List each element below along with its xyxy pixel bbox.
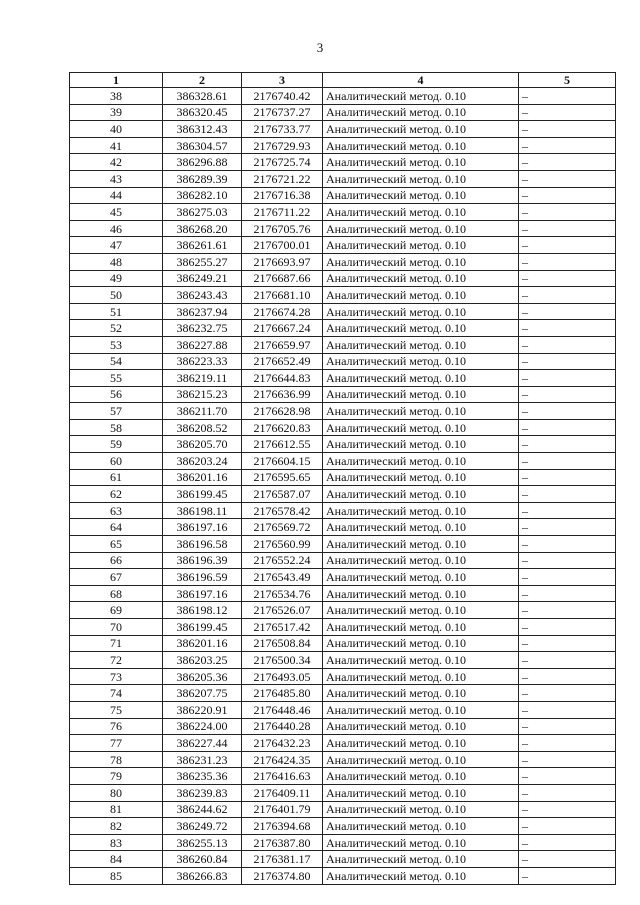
y-coordinate-cell: 2176652.49 (242, 353, 323, 370)
y-coordinate-cell: 2176387.80 (242, 834, 323, 851)
method-cell: Аналитический метод. 0.10 (323, 801, 519, 818)
table-row (70, 403, 616, 420)
note-cell: – (519, 187, 616, 204)
note-cell: – (519, 320, 616, 337)
point-number-cell: 60 (70, 453, 163, 470)
x-coordinate-cell: 386211.70 (163, 403, 242, 420)
x-coordinate-cell: 386203.25 (163, 652, 242, 669)
y-coordinate-cell: 2176534.76 (242, 585, 323, 602)
table-row (70, 287, 616, 304)
page-number: 3 (316, 40, 324, 55)
note-cell: – (519, 519, 616, 536)
method-cell: Аналитический метод. 0.10 (323, 253, 519, 270)
x-coordinate-cell: 386198.12 (163, 602, 242, 619)
table-row (70, 834, 616, 851)
y-coordinate-cell: 2176612.55 (242, 436, 323, 453)
point-number-cell: 52 (70, 320, 163, 337)
x-coordinate-cell: 386249.72 (163, 818, 242, 835)
point-number-cell: 38 (70, 88, 163, 105)
x-coordinate-cell: 386224.00 (163, 718, 242, 735)
y-coordinate-cell: 2176578.42 (242, 502, 323, 519)
point-number-cell: 80 (70, 784, 163, 801)
method-cell: Аналитический метод. 0.10 (323, 353, 519, 370)
point-number-cell: 63 (70, 502, 163, 519)
y-coordinate-cell: 2176401.79 (242, 801, 323, 818)
method-cell: Аналитический метод. 0.10 (323, 718, 519, 735)
x-coordinate-cell: 386207.75 (163, 685, 242, 702)
note-cell: – (519, 419, 616, 436)
column-header-5: 5 (519, 73, 616, 88)
y-coordinate-cell: 2176409.11 (242, 784, 323, 801)
table-row (70, 204, 616, 221)
table-row (70, 187, 616, 204)
point-number-cell: 46 (70, 220, 163, 237)
table-header-row (70, 73, 616, 88)
method-cell: Аналитический метод. 0.10 (323, 419, 519, 436)
table-row (70, 336, 616, 353)
column-header-3: 3 (242, 73, 323, 88)
method-cell: Аналитический метод. 0.10 (323, 818, 519, 835)
x-coordinate-cell: 386219.11 (163, 370, 242, 387)
table-row (70, 502, 616, 519)
note-cell: – (519, 121, 616, 138)
method-cell: Аналитический метод. 0.10 (323, 403, 519, 420)
point-number-cell: 73 (70, 668, 163, 685)
note-cell: – (519, 237, 616, 254)
point-number-cell: 68 (70, 585, 163, 602)
x-coordinate-cell: 386235.36 (163, 768, 242, 785)
point-number-cell: 77 (70, 735, 163, 752)
method-cell: Аналитический метод. 0.10 (323, 187, 519, 204)
point-number-cell: 65 (70, 536, 163, 553)
point-number-cell: 82 (70, 818, 163, 835)
y-coordinate-cell: 2176693.97 (242, 253, 323, 270)
y-coordinate-cell: 2176381.17 (242, 851, 323, 868)
y-coordinate-cell: 2176659.97 (242, 336, 323, 353)
point-number-cell: 75 (70, 701, 163, 718)
note-cell: – (519, 370, 616, 387)
point-number-cell: 61 (70, 469, 163, 486)
note-cell: – (519, 137, 616, 154)
y-coordinate-cell: 2176493.05 (242, 668, 323, 685)
point-number-cell: 48 (70, 253, 163, 270)
table-row (70, 469, 616, 486)
table-row (70, 104, 616, 121)
table-row (70, 121, 616, 138)
note-cell: – (519, 220, 616, 237)
point-number-cell: 47 (70, 237, 163, 254)
method-cell: Аналитический метод. 0.10 (323, 237, 519, 254)
note-cell: – (519, 851, 616, 868)
point-number-cell: 81 (70, 801, 163, 818)
method-cell: Аналитический метод. 0.10 (323, 287, 519, 304)
x-coordinate-cell: 386243.43 (163, 287, 242, 304)
x-coordinate-cell: 386268.20 (163, 220, 242, 237)
y-coordinate-cell: 2176644.83 (242, 370, 323, 387)
note-cell: – (519, 154, 616, 171)
y-coordinate-cell: 2176424.35 (242, 751, 323, 768)
x-coordinate-cell: 386197.16 (163, 585, 242, 602)
x-coordinate-cell: 386205.36 (163, 668, 242, 685)
y-coordinate-cell: 2176416.63 (242, 768, 323, 785)
point-number-cell: 43 (70, 170, 163, 187)
point-number-cell: 72 (70, 652, 163, 669)
method-cell: Аналитический метод. 0.10 (323, 469, 519, 486)
y-coordinate-cell: 2176560.99 (242, 536, 323, 553)
method-cell: Аналитический метод. 0.10 (323, 751, 519, 768)
y-coordinate-cell: 2176687.66 (242, 270, 323, 287)
note-cell: – (519, 735, 616, 752)
method-cell: Аналитический метод. 0.10 (323, 685, 519, 702)
y-coordinate-cell: 2176569.72 (242, 519, 323, 536)
note-cell: – (519, 768, 616, 785)
y-coordinate-cell: 2176628.98 (242, 403, 323, 420)
point-number-cell: 58 (70, 419, 163, 436)
point-number-cell: 40 (70, 121, 163, 138)
column-header-1: 1 (70, 73, 163, 88)
y-coordinate-cell: 2176729.93 (242, 137, 323, 154)
method-cell: Аналитический метод. 0.10 (323, 486, 519, 503)
table-row (70, 867, 616, 884)
method-cell: Аналитический метод. 0.10 (323, 536, 519, 553)
y-coordinate-cell: 2176667.24 (242, 320, 323, 337)
y-coordinate-cell: 2176636.99 (242, 386, 323, 403)
y-coordinate-cell: 2176526.07 (242, 602, 323, 619)
x-coordinate-cell: 386227.88 (163, 336, 242, 353)
point-number-cell: 39 (70, 104, 163, 121)
point-number-cell: 74 (70, 685, 163, 702)
y-coordinate-cell: 2176517.42 (242, 619, 323, 636)
table-row (70, 751, 616, 768)
table-row (70, 619, 616, 636)
note-cell: – (519, 204, 616, 221)
note-cell: – (519, 453, 616, 470)
x-coordinate-cell: 386239.83 (163, 784, 242, 801)
method-cell: Аналитический метод. 0.10 (323, 320, 519, 337)
point-number-cell: 64 (70, 519, 163, 536)
x-coordinate-cell: 386205.70 (163, 436, 242, 453)
x-coordinate-cell: 386304.57 (163, 137, 242, 154)
table-row (70, 220, 616, 237)
note-cell: – (519, 253, 616, 270)
point-number-cell: 62 (70, 486, 163, 503)
method-cell: Аналитический метод. 0.10 (323, 336, 519, 353)
table-row (70, 585, 616, 602)
x-coordinate-cell: 386266.83 (163, 867, 242, 884)
note-cell: – (519, 685, 616, 702)
table-row (70, 768, 616, 785)
point-number-cell: 55 (70, 370, 163, 387)
method-cell: Аналитический метод. 0.10 (323, 585, 519, 602)
method-cell: Аналитический метод. 0.10 (323, 602, 519, 619)
method-cell: Аналитический метод. 0.10 (323, 552, 519, 569)
method-cell: Аналитический метод. 0.10 (323, 519, 519, 536)
table-row (70, 237, 616, 254)
method-cell: Аналитический метод. 0.10 (323, 137, 519, 154)
x-coordinate-cell: 386223.33 (163, 353, 242, 370)
y-coordinate-cell: 2176595.65 (242, 469, 323, 486)
method-cell: Аналитический метод. 0.10 (323, 834, 519, 851)
point-number-cell: 50 (70, 287, 163, 304)
x-coordinate-cell: 386282.10 (163, 187, 242, 204)
x-coordinate-cell: 386220.91 (163, 701, 242, 718)
method-cell: Аналитический метод. 0.10 (323, 867, 519, 884)
point-number-cell: 56 (70, 386, 163, 403)
x-coordinate-cell: 386196.58 (163, 536, 242, 553)
x-coordinate-cell: 386275.03 (163, 204, 242, 221)
y-coordinate-cell: 2176733.77 (242, 121, 323, 138)
point-number-cell: 83 (70, 834, 163, 851)
table-row (70, 370, 616, 387)
table-row (70, 569, 616, 586)
method-cell: Аналитический метод. 0.10 (323, 220, 519, 237)
x-coordinate-cell: 386227.44 (163, 735, 242, 752)
column-header-2: 2 (163, 73, 242, 88)
y-coordinate-cell: 2176552.24 (242, 552, 323, 569)
point-number-cell: 53 (70, 336, 163, 353)
y-coordinate-cell: 2176508.84 (242, 635, 323, 652)
x-coordinate-cell: 386232.75 (163, 320, 242, 337)
y-coordinate-cell: 2176620.83 (242, 419, 323, 436)
table-row (70, 303, 616, 320)
point-number-cell: 59 (70, 436, 163, 453)
x-coordinate-cell: 386198.11 (163, 502, 242, 519)
method-cell: Аналитический метод. 0.10 (323, 569, 519, 586)
x-coordinate-cell: 386203.24 (163, 453, 242, 470)
method-cell: Аналитический метод. 0.10 (323, 303, 519, 320)
x-coordinate-cell: 386199.45 (163, 619, 242, 636)
x-coordinate-cell: 386260.84 (163, 851, 242, 868)
point-number-cell: 78 (70, 751, 163, 768)
note-cell: – (519, 652, 616, 669)
coordinates-table (69, 72, 616, 885)
method-cell: Аналитический метод. 0.10 (323, 851, 519, 868)
point-number-cell: 44 (70, 187, 163, 204)
note-cell: – (519, 536, 616, 553)
method-cell: Аналитический метод. 0.10 (323, 154, 519, 171)
note-cell: – (519, 436, 616, 453)
x-coordinate-cell: 386249.21 (163, 270, 242, 287)
y-coordinate-cell: 2176725.74 (242, 154, 323, 171)
method-cell: Аналитический метод. 0.10 (323, 204, 519, 221)
column-header-4: 4 (323, 73, 519, 88)
y-coordinate-cell: 2176700.01 (242, 237, 323, 254)
method-cell: Аналитический метод. 0.10 (323, 635, 519, 652)
method-cell: Аналитический метод. 0.10 (323, 784, 519, 801)
y-coordinate-cell: 2176394.68 (242, 818, 323, 835)
x-coordinate-cell: 386255.27 (163, 253, 242, 270)
method-cell: Аналитический метод. 0.10 (323, 619, 519, 636)
point-number-cell: 69 (70, 602, 163, 619)
y-coordinate-cell: 2176587.07 (242, 486, 323, 503)
method-cell: Аналитический метод. 0.10 (323, 121, 519, 138)
note-cell: – (519, 635, 616, 652)
method-cell: Аналитический метод. 0.10 (323, 170, 519, 187)
method-cell: Аналитический метод. 0.10 (323, 88, 519, 105)
point-number-cell: 66 (70, 552, 163, 569)
table-row (70, 735, 616, 752)
x-coordinate-cell: 386320.45 (163, 104, 242, 121)
method-cell: Аналитический метод. 0.10 (323, 386, 519, 403)
x-coordinate-cell: 386255.13 (163, 834, 242, 851)
x-coordinate-cell: 386289.39 (163, 170, 242, 187)
note-cell: – (519, 170, 616, 187)
method-cell: Аналитический метод. 0.10 (323, 104, 519, 121)
table-row (70, 386, 616, 403)
point-number-cell: 45 (70, 204, 163, 221)
note-cell: – (519, 784, 616, 801)
x-coordinate-cell: 386196.59 (163, 569, 242, 586)
y-coordinate-cell: 2176721.22 (242, 170, 323, 187)
table-row (70, 536, 616, 553)
table-row (70, 668, 616, 685)
table-row (70, 652, 616, 669)
x-coordinate-cell: 386208.52 (163, 419, 242, 436)
note-cell: – (519, 668, 616, 685)
note-cell: – (519, 619, 616, 636)
y-coordinate-cell: 2176374.80 (242, 867, 323, 884)
note-cell: – (519, 502, 616, 519)
note-cell: – (519, 867, 616, 884)
table-row (70, 851, 616, 868)
y-coordinate-cell: 2176500.34 (242, 652, 323, 669)
note-cell: – (519, 834, 616, 851)
table-row (70, 685, 616, 702)
method-cell: Аналитический метод. 0.10 (323, 652, 519, 669)
method-cell: Аналитический метод. 0.10 (323, 270, 519, 287)
x-coordinate-cell: 386312.43 (163, 121, 242, 138)
table-row (70, 519, 616, 536)
table-row (70, 486, 616, 503)
point-number-cell: 51 (70, 303, 163, 320)
table-row (70, 552, 616, 569)
note-cell: – (519, 701, 616, 718)
point-number-cell: 49 (70, 270, 163, 287)
note-cell: – (519, 569, 616, 586)
note-cell: – (519, 751, 616, 768)
table-row (70, 453, 616, 470)
note-cell: – (519, 469, 616, 486)
table-row (70, 436, 616, 453)
point-number-cell: 41 (70, 137, 163, 154)
point-number-cell: 79 (70, 768, 163, 785)
method-cell: Аналитический метод. 0.10 (323, 370, 519, 387)
point-number-cell: 70 (70, 619, 163, 636)
y-coordinate-cell: 2176543.49 (242, 569, 323, 586)
note-cell: – (519, 287, 616, 304)
note-cell: – (519, 585, 616, 602)
x-coordinate-cell: 386231.23 (163, 751, 242, 768)
table-row (70, 270, 616, 287)
y-coordinate-cell: 2176681.10 (242, 287, 323, 304)
x-coordinate-cell: 386244.62 (163, 801, 242, 818)
method-cell: Аналитический метод. 0.10 (323, 735, 519, 752)
x-coordinate-cell: 386215.23 (163, 386, 242, 403)
table-row (70, 801, 616, 818)
note-cell: – (519, 818, 616, 835)
table-row (70, 701, 616, 718)
note-cell: – (519, 801, 616, 818)
y-coordinate-cell: 2176711.22 (242, 204, 323, 221)
note-cell: – (519, 486, 616, 503)
table-row (70, 154, 616, 171)
table-row (70, 353, 616, 370)
table-row (70, 170, 616, 187)
y-coordinate-cell: 2176740.42 (242, 88, 323, 105)
x-coordinate-cell: 386196.39 (163, 552, 242, 569)
table-row (70, 419, 616, 436)
method-cell: Аналитический метод. 0.10 (323, 436, 519, 453)
table-row (70, 320, 616, 337)
note-cell: – (519, 88, 616, 105)
x-coordinate-cell: 386237.94 (163, 303, 242, 320)
table-row (70, 784, 616, 801)
method-cell: Аналитический метод. 0.10 (323, 453, 519, 470)
x-coordinate-cell: 386296.88 (163, 154, 242, 171)
x-coordinate-cell: 386199.45 (163, 486, 242, 503)
method-cell: Аналитический метод. 0.10 (323, 768, 519, 785)
y-coordinate-cell: 2176604.15 (242, 453, 323, 470)
point-number-cell: 67 (70, 569, 163, 586)
table-row (70, 635, 616, 652)
x-coordinate-cell: 386261.61 (163, 237, 242, 254)
point-number-cell: 76 (70, 718, 163, 735)
note-cell: – (519, 104, 616, 121)
x-coordinate-cell: 386328.61 (163, 88, 242, 105)
point-number-cell: 57 (70, 403, 163, 420)
table-row (70, 718, 616, 735)
point-number-cell: 54 (70, 353, 163, 370)
y-coordinate-cell: 2176485.80 (242, 685, 323, 702)
x-coordinate-cell: 386201.16 (163, 469, 242, 486)
y-coordinate-cell: 2176432.23 (242, 735, 323, 752)
table-row (70, 818, 616, 835)
table-row (70, 88, 616, 105)
note-cell: – (519, 552, 616, 569)
note-cell: – (519, 386, 616, 403)
note-cell: – (519, 270, 616, 287)
note-cell: – (519, 353, 616, 370)
point-number-cell: 71 (70, 635, 163, 652)
note-cell: – (519, 336, 616, 353)
table-row (70, 137, 616, 154)
note-cell: – (519, 303, 616, 320)
y-coordinate-cell: 2176448.46 (242, 701, 323, 718)
y-coordinate-cell: 2176737.27 (242, 104, 323, 121)
table-body (70, 88, 616, 885)
note-cell: – (519, 403, 616, 420)
x-coordinate-cell: 386201.16 (163, 635, 242, 652)
table-row (70, 253, 616, 270)
point-number-cell: 42 (70, 154, 163, 171)
note-cell: – (519, 602, 616, 619)
method-cell: Аналитический метод. 0.10 (323, 668, 519, 685)
method-cell: Аналитический метод. 0.10 (323, 502, 519, 519)
y-coordinate-cell: 2176716.38 (242, 187, 323, 204)
point-number-cell: 84 (70, 851, 163, 868)
method-cell: Аналитический метод. 0.10 (323, 701, 519, 718)
y-coordinate-cell: 2176440.28 (242, 718, 323, 735)
y-coordinate-cell: 2176674.28 (242, 303, 323, 320)
y-coordinate-cell: 2176705.76 (242, 220, 323, 237)
x-coordinate-cell: 386197.16 (163, 519, 242, 536)
note-cell: – (519, 718, 616, 735)
table-row (70, 602, 616, 619)
point-number-cell: 85 (70, 867, 163, 884)
